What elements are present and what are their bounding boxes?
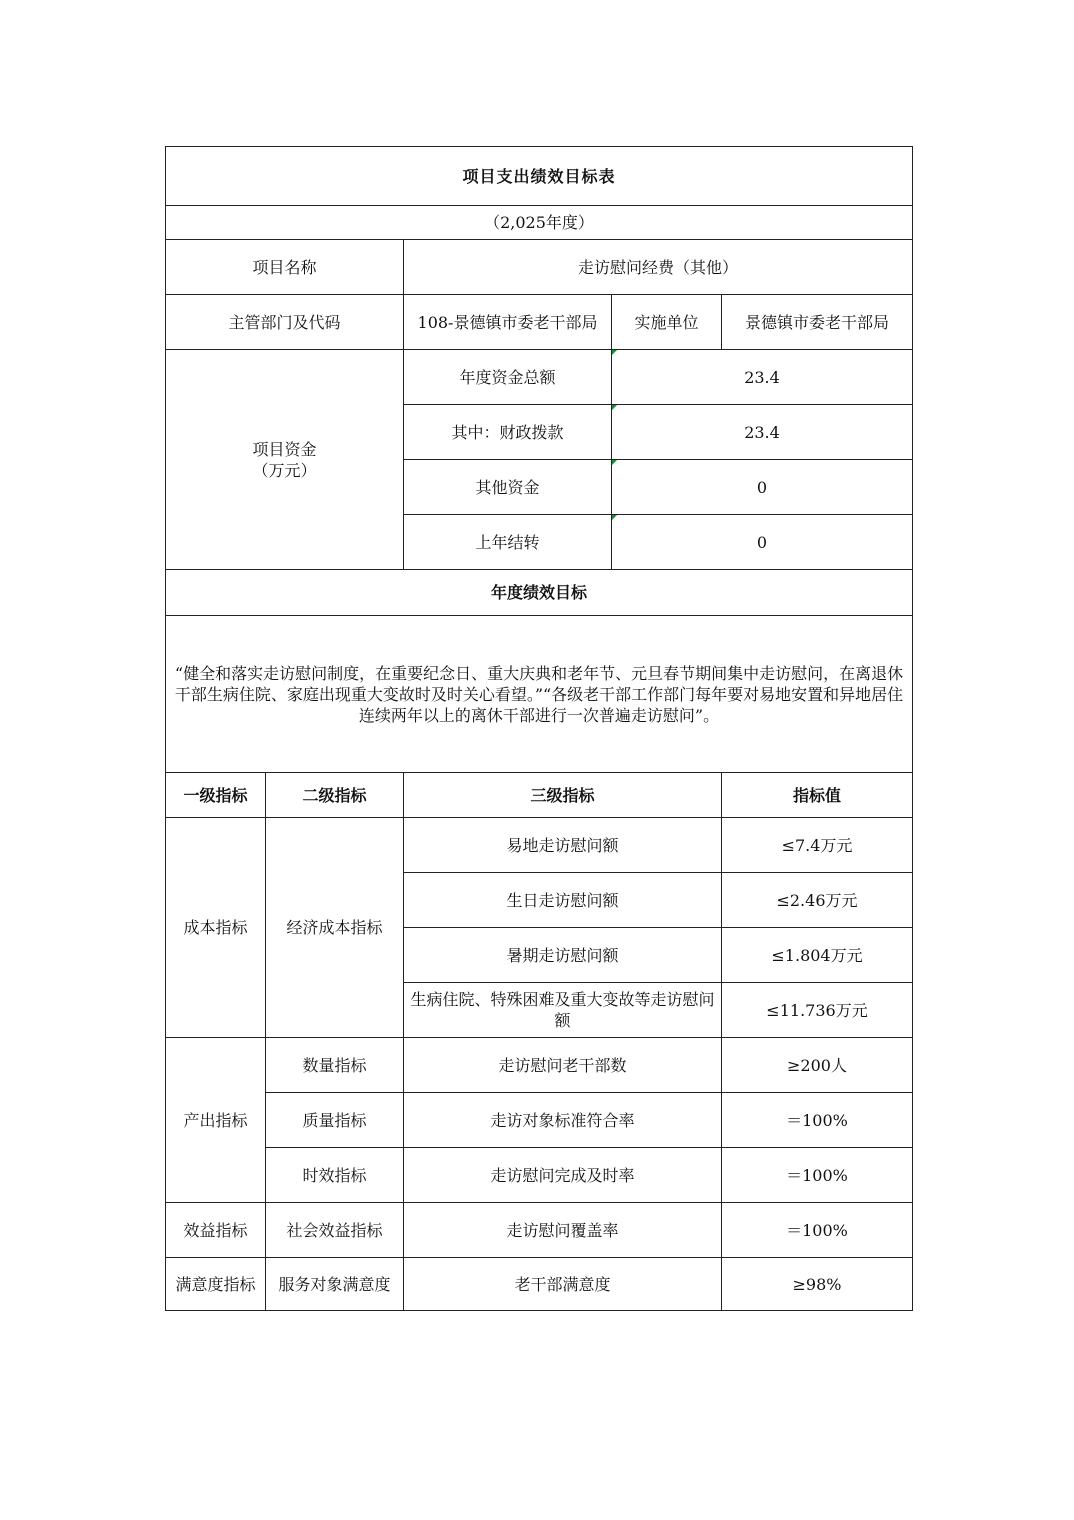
fund-total-label: 年度资金总额 bbox=[404, 350, 612, 405]
department-label: 主管部门及代码 bbox=[166, 295, 404, 350]
fund-carryover-label: 上年结转 bbox=[404, 515, 612, 570]
header-level3: 三级指标 bbox=[404, 773, 722, 818]
indicator-name: 走访慰问覆盖率 bbox=[404, 1203, 722, 1258]
output-level2: 数量指标 bbox=[266, 1038, 404, 1093]
project-funds-label-line1: 项目资金 bbox=[252, 439, 317, 459]
indicator-name: 走访慰问老干部数 bbox=[404, 1038, 722, 1093]
annual-goal-text: “健全和落实走访慰问制度，在重要纪念日、重大庆典和老年节、元旦春节期间集中走访慰问，在离退休干部生病住院、家庭出现重大变故时及时关心看望。”“各级老干部工作部门每年要对易地安置和异地居住连续两年以上的离休干部进行一次普遍走访慰问”。 bbox=[166, 616, 913, 773]
benefit-level2: 社会效益指标 bbox=[266, 1203, 404, 1258]
indicator-value: ≥200人 bbox=[722, 1038, 913, 1093]
output-level2: 时效指标 bbox=[266, 1148, 404, 1203]
header-value: 指标值 bbox=[722, 773, 913, 818]
indicator-value: ＝100% bbox=[722, 1093, 913, 1148]
indicator-name: 生病住院、特殊困难及重大变故等走访慰问额 bbox=[404, 983, 722, 1038]
annual-goal-heading: 年度绩效目标 bbox=[166, 570, 913, 616]
indicator-name: 老干部满意度 bbox=[404, 1258, 722, 1311]
header-level1: 一级指标 bbox=[166, 773, 266, 818]
fund-fiscal-value: 23.4 bbox=[612, 405, 913, 460]
indicator-name: 走访对象标准符合率 bbox=[404, 1093, 722, 1148]
fund-fiscal-label: 其中：财政拨款 bbox=[404, 405, 612, 460]
satisfaction-level1: 满意度指标 bbox=[166, 1258, 266, 1311]
indicator-name: 走访慰问完成及时率 bbox=[404, 1148, 722, 1203]
indicator-name: 暑期走访慰问额 bbox=[404, 928, 722, 983]
project-name-value: 走访慰问经费（其他） bbox=[404, 240, 913, 295]
project-funds-label-line2: （万元） bbox=[252, 460, 317, 480]
output-level1: 产出指标 bbox=[166, 1038, 266, 1203]
indicator-value: ≤2.46万元 bbox=[722, 873, 913, 928]
indicator-value: ≤11.736万元 bbox=[722, 983, 913, 1038]
project-name-label: 项目名称 bbox=[166, 240, 404, 295]
indicator-name: 易地走访慰问额 bbox=[404, 818, 722, 873]
cost-level1: 成本指标 bbox=[166, 818, 266, 1038]
indicator-value: ＝100% bbox=[722, 1203, 913, 1258]
project-funds-label bbox=[166, 350, 404, 570]
department-value: 108-景德镇市委老干部局 bbox=[404, 295, 612, 350]
fiscal-year: （2,025年度） bbox=[166, 206, 913, 240]
implementing-unit-value: 景德镇市委老干部局 bbox=[722, 295, 913, 350]
page-title: 项目支出绩效目标表 bbox=[166, 147, 913, 206]
fund-other-label: 其他资金 bbox=[404, 460, 612, 515]
indicator-value: ≥98% bbox=[722, 1258, 913, 1311]
satisfaction-level2: 服务对象满意度 bbox=[266, 1258, 404, 1311]
indicator-value: ＝100% bbox=[722, 1148, 913, 1203]
implementing-unit-label: 实施单位 bbox=[612, 295, 722, 350]
output-level2: 质量指标 bbox=[266, 1093, 404, 1148]
cost-level2: 经济成本指标 bbox=[266, 818, 404, 1038]
fund-total-value: 23.4 bbox=[612, 350, 913, 405]
header-level2: 二级指标 bbox=[266, 773, 404, 818]
performance-target-table bbox=[165, 146, 913, 1311]
fund-carryover-value: 0 bbox=[612, 515, 913, 570]
benefit-level1: 效益指标 bbox=[166, 1203, 266, 1258]
fund-other-value: 0 bbox=[612, 460, 913, 515]
indicator-value: ≤1.804万元 bbox=[722, 928, 913, 983]
indicator-value: ≤7.4万元 bbox=[722, 818, 913, 873]
indicator-name: 生日走访慰问额 bbox=[404, 873, 722, 928]
